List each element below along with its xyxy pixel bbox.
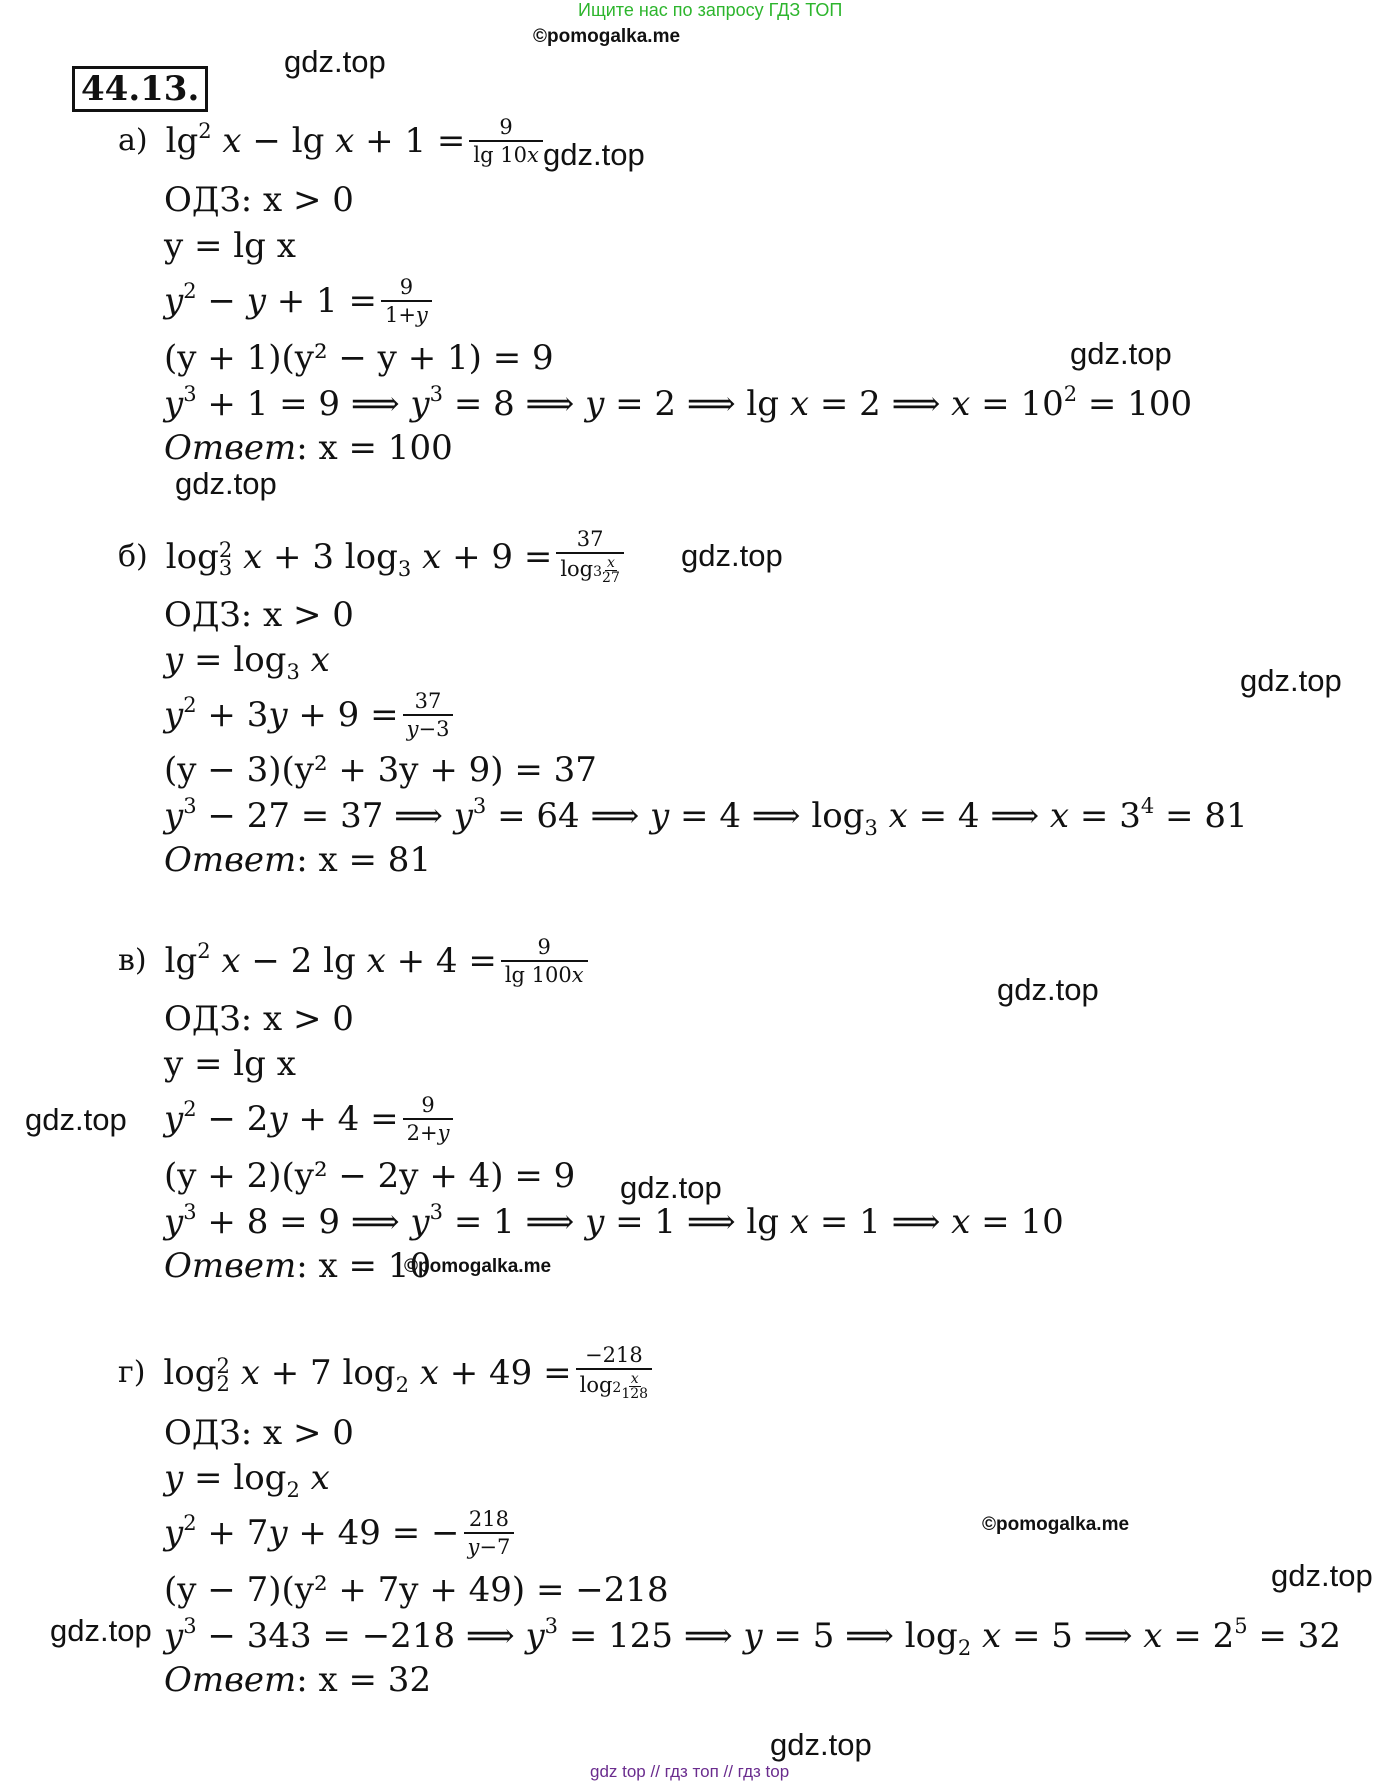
answer-word: Ответ <box>164 840 297 880</box>
part-g-eq3: (y − 7)(y² + 7y + 49) = −218 <box>164 1570 669 1610</box>
part-g-eq2: $y^2 + 7y + 49$ = − $\frac{218}{y-7}$ <box>164 1508 518 1558</box>
watermark-gdz: gdz.top <box>175 466 277 501</box>
watermark-gdz: gdz.top <box>681 538 783 573</box>
problem-number: 44.13. <box>72 66 208 112</box>
part-a-eq4: $y^3 + 1 = 9$ ⟹ $y^3 = 8$ ⟹ y = 2 ⟹ lg x = 2 ⟹ $x = 10^2 = 100$ <box>164 382 1193 424</box>
part-g-equation: г) log 2 2 x + 7 $\log_2 x + 49$ = −218 log2 $\frac{x}{128}$ <box>118 1344 656 1401</box>
part-g-eq4: $y^3 - 343 = -218$ ⟹ $y^3 = 125$ ⟹ y = 5 ⟹ $\log_2 x = 5$ ⟹ $x = 2^5 = 32$ <box>164 1614 1341 1660</box>
search-hint: Ищите нас по запросу ГДЗ ТОП <box>578 0 843 20</box>
part-g-odz: ОДЗ: x > 0 <box>164 1413 354 1453</box>
part-g-answer <box>164 1660 431 1700</box>
part-a-eq3: (y + 1)(y² − y + 1) = 9 <box>164 338 554 378</box>
part-b-eq3: (y − 3)(y² + 3y + 9) = 37 <box>164 750 597 790</box>
part-v-label: в) <box>118 943 147 978</box>
copyright-header: ©pomogalka.me <box>533 26 681 47</box>
part-b-eq4: $y^3 - 27 = 37$ ⟹ $y^3 = 64$ ⟹ y = 4 ⟹ $\log_3 x = 4$ ⟹ $x = 3^4 = 81$ <box>164 794 1248 840</box>
answer-word: Ответ <box>164 1660 297 1700</box>
part-b-equation: б) log 2 3 x + 3 $\log_3 x + 9$ = 37 log3 $\frac{x}{27}$ <box>118 528 628 585</box>
watermark-gdz: gdz.top <box>997 972 1099 1007</box>
part-v-odz: ОДЗ: x > 0 <box>164 999 354 1039</box>
copyright-mark: ©pomogalka.me <box>982 1514 1130 1535</box>
part-g-substitution: $y = \log_2 x$ <box>164 1458 330 1502</box>
watermark-gdz: gdz.top <box>284 44 386 79</box>
part-v-answer <box>164 1246 431 1286</box>
part-g-label: г) <box>118 1354 146 1390</box>
watermark-gdz: gdz.top <box>1271 1558 1373 1593</box>
watermark-gdz: gdz.top <box>770 1727 872 1762</box>
watermark-gdz: gdz.top <box>1070 336 1172 371</box>
part-v-equation: в) $\lg^2 x - 2$ lg x + 4 = $\frac{9}{\lg 100x}$ <box>118 936 592 986</box>
part-b-odz: ОДЗ: x > 0 <box>164 595 354 635</box>
part-v-eq3: (y + 2)(y² − 2y + 4) = 9 <box>164 1156 576 1196</box>
watermark-gdz: gdz.top <box>543 137 645 172</box>
answer-value: : x = 10 <box>296 1246 432 1286</box>
part-a-eq2: $y^2 - y + 1$ = $\frac{9}{1+y}$ <box>164 276 436 326</box>
watermark-gdz: gdz.top <box>50 1613 152 1648</box>
part-b-label: б) <box>118 538 148 574</box>
part-b-substitution: $y = \log_3 x$ <box>164 640 330 684</box>
watermark-gdz: gdz.top <box>620 1170 722 1205</box>
part-v-eq4: $y^3 + 8 = 9$ ⟹ $y^3 = 1$ ⟹ y = 1 ⟹ lg x = 1 ⟹ x = 10 <box>164 1200 1064 1242</box>
copyright-mark: ©pomogalka.me <box>404 1256 552 1277</box>
part-a-answer <box>164 428 453 468</box>
part-a-label: а) <box>118 123 148 158</box>
answer-value: : x = 100 <box>296 428 453 468</box>
watermark-gdz: gdz.top <box>1240 663 1342 698</box>
part-b-eq2: $y^2 + 3y + 9$ = $\frac{37}{y-3}$ <box>164 690 457 740</box>
watermark-gdz: gdz.top <box>25 1102 127 1137</box>
answer-word: Ответ <box>164 1246 297 1286</box>
part-v-eq2: $y^2 - 2y + 4$ = $\frac{9}{2+y}$ <box>164 1094 457 1144</box>
part-a-odz: ОДЗ: x > 0 <box>164 180 354 220</box>
part-v-substitution: y = lg x <box>164 1044 296 1084</box>
answer-value: : x = 81 <box>296 840 432 880</box>
answer-word: Ответ <box>164 428 297 468</box>
footer-links[interactable]: gdz top // гдз топ // гдз top <box>590 1762 790 1781</box>
part-a-equation: а) $\lg^2 x - \lg x + 1$ = $\frac{9}{\lg 10x}$ <box>118 116 547 166</box>
part-a-substitution: y = lg x <box>164 226 296 266</box>
answer-value: : x = 32 <box>296 1660 432 1700</box>
part-b-answer <box>164 840 431 880</box>
